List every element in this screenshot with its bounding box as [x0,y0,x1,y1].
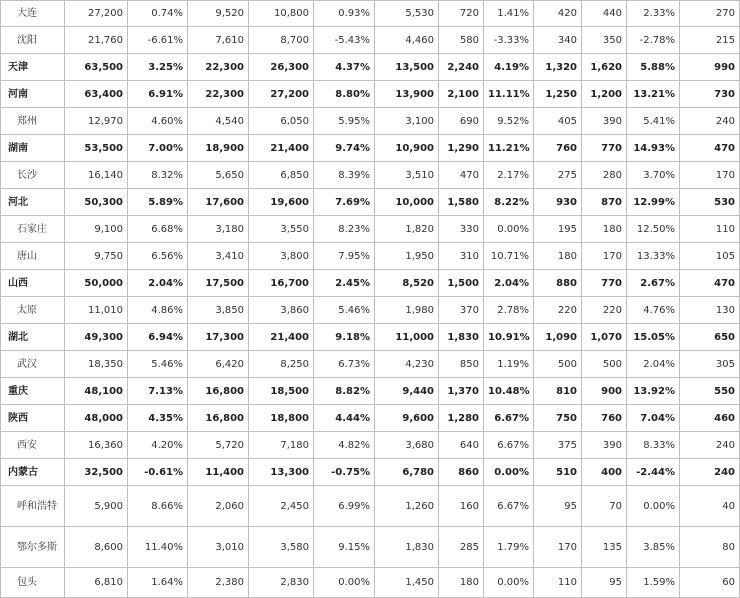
value-cell: 215 [680,27,740,54]
value-cell: 2,100 [439,81,484,108]
value-cell: 8.33% [627,432,680,459]
value-cell: 390 [582,432,627,459]
value-cell: 770 [582,135,627,162]
value-cell: 8.22% [484,189,534,216]
city-cell: 包头 [1,568,65,598]
value-cell: 170 [534,527,582,568]
value-cell: 900 [582,378,627,405]
value-cell: 22,300 [188,54,249,81]
value-cell: 13,500 [375,54,439,81]
value-cell: 3,680 [375,432,439,459]
value-cell: 12,970 [65,108,128,135]
value-cell: 1,370 [439,378,484,405]
city-cell: 武汉 [1,351,65,378]
value-cell: 500 [534,351,582,378]
value-cell: 5.95% [314,108,375,135]
value-cell: 9,600 [375,405,439,432]
value-cell: 48,000 [65,405,128,432]
city-cell: 呼和浩特 [1,486,65,527]
value-cell: 110 [534,568,582,598]
value-cell: 17,500 [188,270,249,297]
value-cell: 270 [680,1,740,27]
table-row [1,189,740,216]
value-cell: 3.70% [627,162,680,189]
value-cell: 375 [534,432,582,459]
value-cell: 50,300 [65,189,128,216]
value-cell: 760 [582,405,627,432]
table-row [1,270,740,297]
value-cell: 0.00% [627,486,680,527]
value-cell: 3.85% [627,527,680,568]
value-cell: 6.68% [128,216,188,243]
value-cell: 48,100 [65,378,128,405]
value-cell: 2,830 [249,568,314,598]
value-cell: 13,300 [249,459,314,486]
value-cell: 2.33% [627,1,680,27]
city-cell: 天津 [1,54,65,81]
value-cell: 470 [439,162,484,189]
value-cell: 9.15% [314,527,375,568]
value-cell: 18,900 [188,135,249,162]
value-cell: 14.93% [627,135,680,162]
value-cell: 21,760 [65,27,128,54]
city-cell: 鄂尔多斯 [1,527,65,568]
value-cell: 930 [534,189,582,216]
value-cell: 9,100 [65,216,128,243]
table-row [1,1,740,27]
value-cell: 4.60% [128,108,188,135]
value-cell: 5,650 [188,162,249,189]
value-cell: 180 [534,243,582,270]
value-cell: 1,580 [439,189,484,216]
value-cell: 13.92% [627,378,680,405]
value-cell: 550 [680,378,740,405]
city-cell: 太原 [1,297,65,324]
table-row [1,324,740,351]
value-cell: 4,230 [375,351,439,378]
value-cell: 2.04% [484,270,534,297]
value-cell: 1,980 [375,297,439,324]
value-cell: 16,360 [65,432,128,459]
value-cell: 180 [582,216,627,243]
value-cell: 1.79% [484,527,534,568]
value-cell: 6,420 [188,351,249,378]
table-row [1,216,740,243]
value-cell: 7.69% [314,189,375,216]
value-cell: -5.43% [314,27,375,54]
value-cell: 850 [439,351,484,378]
value-cell: 305 [680,351,740,378]
value-cell: 5.41% [627,108,680,135]
value-cell: 10.48% [484,378,534,405]
value-cell: 6.67% [484,486,534,527]
value-cell: 1,500 [439,270,484,297]
value-cell: 6.99% [314,486,375,527]
value-cell: 0.00% [484,459,534,486]
value-cell: 160 [439,486,484,527]
value-cell: 1,070 [582,324,627,351]
value-cell: 340 [534,27,582,54]
value-cell: 0.00% [484,568,534,598]
value-cell: 4,460 [375,27,439,54]
value-cell: 390 [582,108,627,135]
value-cell: 12.99% [627,189,680,216]
value-cell: 4.76% [627,297,680,324]
value-cell: 470 [680,270,740,297]
value-cell: 400 [582,459,627,486]
value-cell: 105 [680,243,740,270]
value-cell: 760 [534,135,582,162]
table-row [1,351,740,378]
value-cell: 1.64% [128,568,188,598]
value-cell: 6.56% [128,243,188,270]
value-cell: 3,850 [188,297,249,324]
value-cell: 63,400 [65,81,128,108]
table-row [1,568,740,598]
value-cell: 1,090 [534,324,582,351]
value-cell: 18,500 [249,378,314,405]
value-cell: 0.00% [484,216,534,243]
value-cell: 6,780 [375,459,439,486]
value-cell: 130 [680,297,740,324]
value-cell: 32,500 [65,459,128,486]
table-row [1,378,740,405]
value-cell: 8.82% [314,378,375,405]
value-cell: 13.21% [627,81,680,108]
value-cell: 2.17% [484,162,534,189]
city-cell: 长沙 [1,162,65,189]
value-cell: 1,820 [375,216,439,243]
value-cell: 5,720 [188,432,249,459]
value-cell: 5,900 [65,486,128,527]
city-cell: 山西 [1,270,65,297]
value-cell: 2.78% [484,297,534,324]
value-cell: 2,060 [188,486,249,527]
value-cell: 440 [582,1,627,27]
value-cell: 640 [439,432,484,459]
table-row [1,54,740,81]
value-cell: 6.67% [484,405,534,432]
value-cell: 1,620 [582,54,627,81]
value-cell: 3,410 [188,243,249,270]
value-cell: 8,520 [375,270,439,297]
value-cell: 21,400 [249,324,314,351]
value-cell: 220 [534,297,582,324]
value-cell: 9.74% [314,135,375,162]
value-cell: 4.37% [314,54,375,81]
value-cell: 285 [439,527,484,568]
value-cell: 275 [534,162,582,189]
value-cell: 170 [582,243,627,270]
value-cell: -0.61% [128,459,188,486]
value-cell: 8,600 [65,527,128,568]
value-cell: 6,850 [249,162,314,189]
value-cell: 7,610 [188,27,249,54]
city-cell: 西安 [1,432,65,459]
value-cell: 135 [582,527,627,568]
value-cell: 11.21% [484,135,534,162]
value-cell: 2.67% [627,270,680,297]
city-cell: 湖北 [1,324,65,351]
value-cell: 10,000 [375,189,439,216]
city-cell: 大连 [1,1,65,27]
value-cell: 16,800 [188,405,249,432]
value-cell: 12.50% [627,216,680,243]
value-cell: 10.71% [484,243,534,270]
value-cell: 1,450 [375,568,439,598]
city-cell: 陕西 [1,405,65,432]
value-cell: 2,240 [439,54,484,81]
value-cell: 420 [534,1,582,27]
value-cell: 10,800 [249,1,314,27]
value-cell: 4.86% [128,297,188,324]
value-cell: 7.13% [128,378,188,405]
value-cell: 49,300 [65,324,128,351]
city-cell: 石家庄 [1,216,65,243]
table-row [1,459,740,486]
value-cell: 7,180 [249,432,314,459]
city-cell: 唐山 [1,243,65,270]
value-cell: 19,600 [249,189,314,216]
value-cell: 1,950 [375,243,439,270]
value-cell: -6.61% [128,27,188,54]
value-cell: 4.20% [128,432,188,459]
value-cell: 2,450 [249,486,314,527]
value-cell: 810 [534,378,582,405]
value-cell: 16,800 [188,378,249,405]
value-cell: 80 [680,527,740,568]
value-cell: 8.80% [314,81,375,108]
city-cell: 郑州 [1,108,65,135]
table-row [1,81,740,108]
value-cell: 8.23% [314,216,375,243]
value-cell: 110 [680,216,740,243]
value-cell: 720 [439,1,484,27]
value-cell: 170 [680,162,740,189]
table-row [1,108,740,135]
value-cell: 510 [534,459,582,486]
city-cell: 沈阳 [1,27,65,54]
value-cell: 0.93% [314,1,375,27]
value-cell: 7.00% [128,135,188,162]
value-cell: 750 [534,405,582,432]
table-row [1,527,740,568]
value-cell: 4.44% [314,405,375,432]
value-cell: 530 [680,189,740,216]
city-cell: 内蒙古 [1,459,65,486]
value-cell: 8.66% [128,486,188,527]
value-cell: 13,900 [375,81,439,108]
value-cell: 6.94% [128,324,188,351]
value-cell: 690 [439,108,484,135]
value-cell: 2.04% [128,270,188,297]
value-cell: 10.91% [484,324,534,351]
value-cell: 26,300 [249,54,314,81]
value-cell: 4,540 [188,108,249,135]
value-cell: 730 [680,81,740,108]
value-cell: 18,800 [249,405,314,432]
value-cell: 9,750 [65,243,128,270]
value-cell: 11,400 [188,459,249,486]
value-cell: 6.91% [128,81,188,108]
value-cell: 8,250 [249,351,314,378]
value-cell: 11,000 [375,324,439,351]
value-cell: 1.19% [484,351,534,378]
value-cell: 15.05% [627,324,680,351]
value-cell: 6.67% [484,432,534,459]
table-row [1,162,740,189]
value-cell: 53,500 [65,135,128,162]
value-cell: 6.73% [314,351,375,378]
value-cell: 1,320 [534,54,582,81]
value-cell: 22,300 [188,81,249,108]
value-cell: 220 [582,297,627,324]
value-cell: 9,440 [375,378,439,405]
value-cell: 9.52% [484,108,534,135]
value-cell: 580 [439,27,484,54]
value-cell: 0.00% [314,568,375,598]
value-cell: 460 [680,405,740,432]
value-cell: 3,010 [188,527,249,568]
value-cell: 770 [582,270,627,297]
table-row [1,432,740,459]
value-cell: 50,000 [65,270,128,297]
value-cell: 5.46% [128,351,188,378]
value-cell: 870 [582,189,627,216]
value-cell: 27,200 [249,81,314,108]
city-cell: 河南 [1,81,65,108]
value-cell: 240 [680,432,740,459]
value-cell: 1,830 [375,527,439,568]
value-cell: 17,600 [188,189,249,216]
value-cell: 3,180 [188,216,249,243]
value-cell: 1.59% [627,568,680,598]
value-cell: 240 [680,459,740,486]
value-cell: 3,100 [375,108,439,135]
value-cell: 470 [680,135,740,162]
value-cell: 11.11% [484,81,534,108]
value-cell: 1,290 [439,135,484,162]
value-cell: 1,280 [439,405,484,432]
value-cell: 195 [534,216,582,243]
city-cell: 重庆 [1,378,65,405]
value-cell: 9,520 [188,1,249,27]
value-cell: 2.45% [314,270,375,297]
value-cell: 7.04% [627,405,680,432]
value-cell: 3,580 [249,527,314,568]
value-cell: 7.95% [314,243,375,270]
city-cell: 湖南 [1,135,65,162]
value-cell: 650 [680,324,740,351]
value-cell: 16,700 [249,270,314,297]
value-cell: 5.46% [314,297,375,324]
value-cell: -2.44% [627,459,680,486]
value-cell: -2.78% [627,27,680,54]
value-cell: 240 [680,108,740,135]
value-cell: 1.41% [484,1,534,27]
value-cell: 330 [439,216,484,243]
value-cell: 63,500 [65,54,128,81]
value-cell: 13.33% [627,243,680,270]
value-cell: 280 [582,162,627,189]
table-row [1,243,740,270]
value-cell: 860 [439,459,484,486]
value-cell: 180 [439,568,484,598]
value-cell: 3,800 [249,243,314,270]
value-cell: 70 [582,486,627,527]
value-cell: 3.25% [128,54,188,81]
value-cell: 1,260 [375,486,439,527]
value-cell: 4.19% [484,54,534,81]
value-cell: 3,510 [375,162,439,189]
table-row [1,486,740,527]
value-cell: 880 [534,270,582,297]
value-cell: -0.75% [314,459,375,486]
table-row [1,27,740,54]
value-cell: 5.88% [627,54,680,81]
value-cell: 2,380 [188,568,249,598]
value-cell: 10,900 [375,135,439,162]
value-cell: 1,250 [534,81,582,108]
value-cell: 4.82% [314,432,375,459]
value-cell: 0.74% [128,1,188,27]
value-cell: 3,860 [249,297,314,324]
value-cell: 11,010 [65,297,128,324]
value-cell: 350 [582,27,627,54]
value-cell: 6,050 [249,108,314,135]
value-cell: 405 [534,108,582,135]
value-cell: 8.32% [128,162,188,189]
value-cell: 370 [439,297,484,324]
value-cell: 2.04% [627,351,680,378]
value-cell: 40 [680,486,740,527]
value-cell: 1,200 [582,81,627,108]
value-cell: 9.18% [314,324,375,351]
value-cell: 310 [439,243,484,270]
value-cell: 95 [534,486,582,527]
value-cell: 95 [582,568,627,598]
value-cell: 8,700 [249,27,314,54]
value-cell: 16,140 [65,162,128,189]
value-cell: 990 [680,54,740,81]
value-cell: 11.40% [128,527,188,568]
value-cell: 6,810 [65,568,128,598]
value-cell: 500 [582,351,627,378]
value-cell: 8.39% [314,162,375,189]
value-cell: 5,530 [375,1,439,27]
value-cell: 27,200 [65,1,128,27]
city-cell: 河北 [1,189,65,216]
value-cell: 5.89% [128,189,188,216]
value-cell: 60 [680,568,740,598]
value-cell: 17,300 [188,324,249,351]
value-cell: -3.33% [484,27,534,54]
value-cell: 4.35% [128,405,188,432]
value-cell: 21,400 [249,135,314,162]
table-row [1,135,740,162]
table-row [1,297,740,324]
value-cell: 3,550 [249,216,314,243]
table-row [1,405,740,432]
value-cell: 1,830 [439,324,484,351]
value-cell: 18,350 [65,351,128,378]
